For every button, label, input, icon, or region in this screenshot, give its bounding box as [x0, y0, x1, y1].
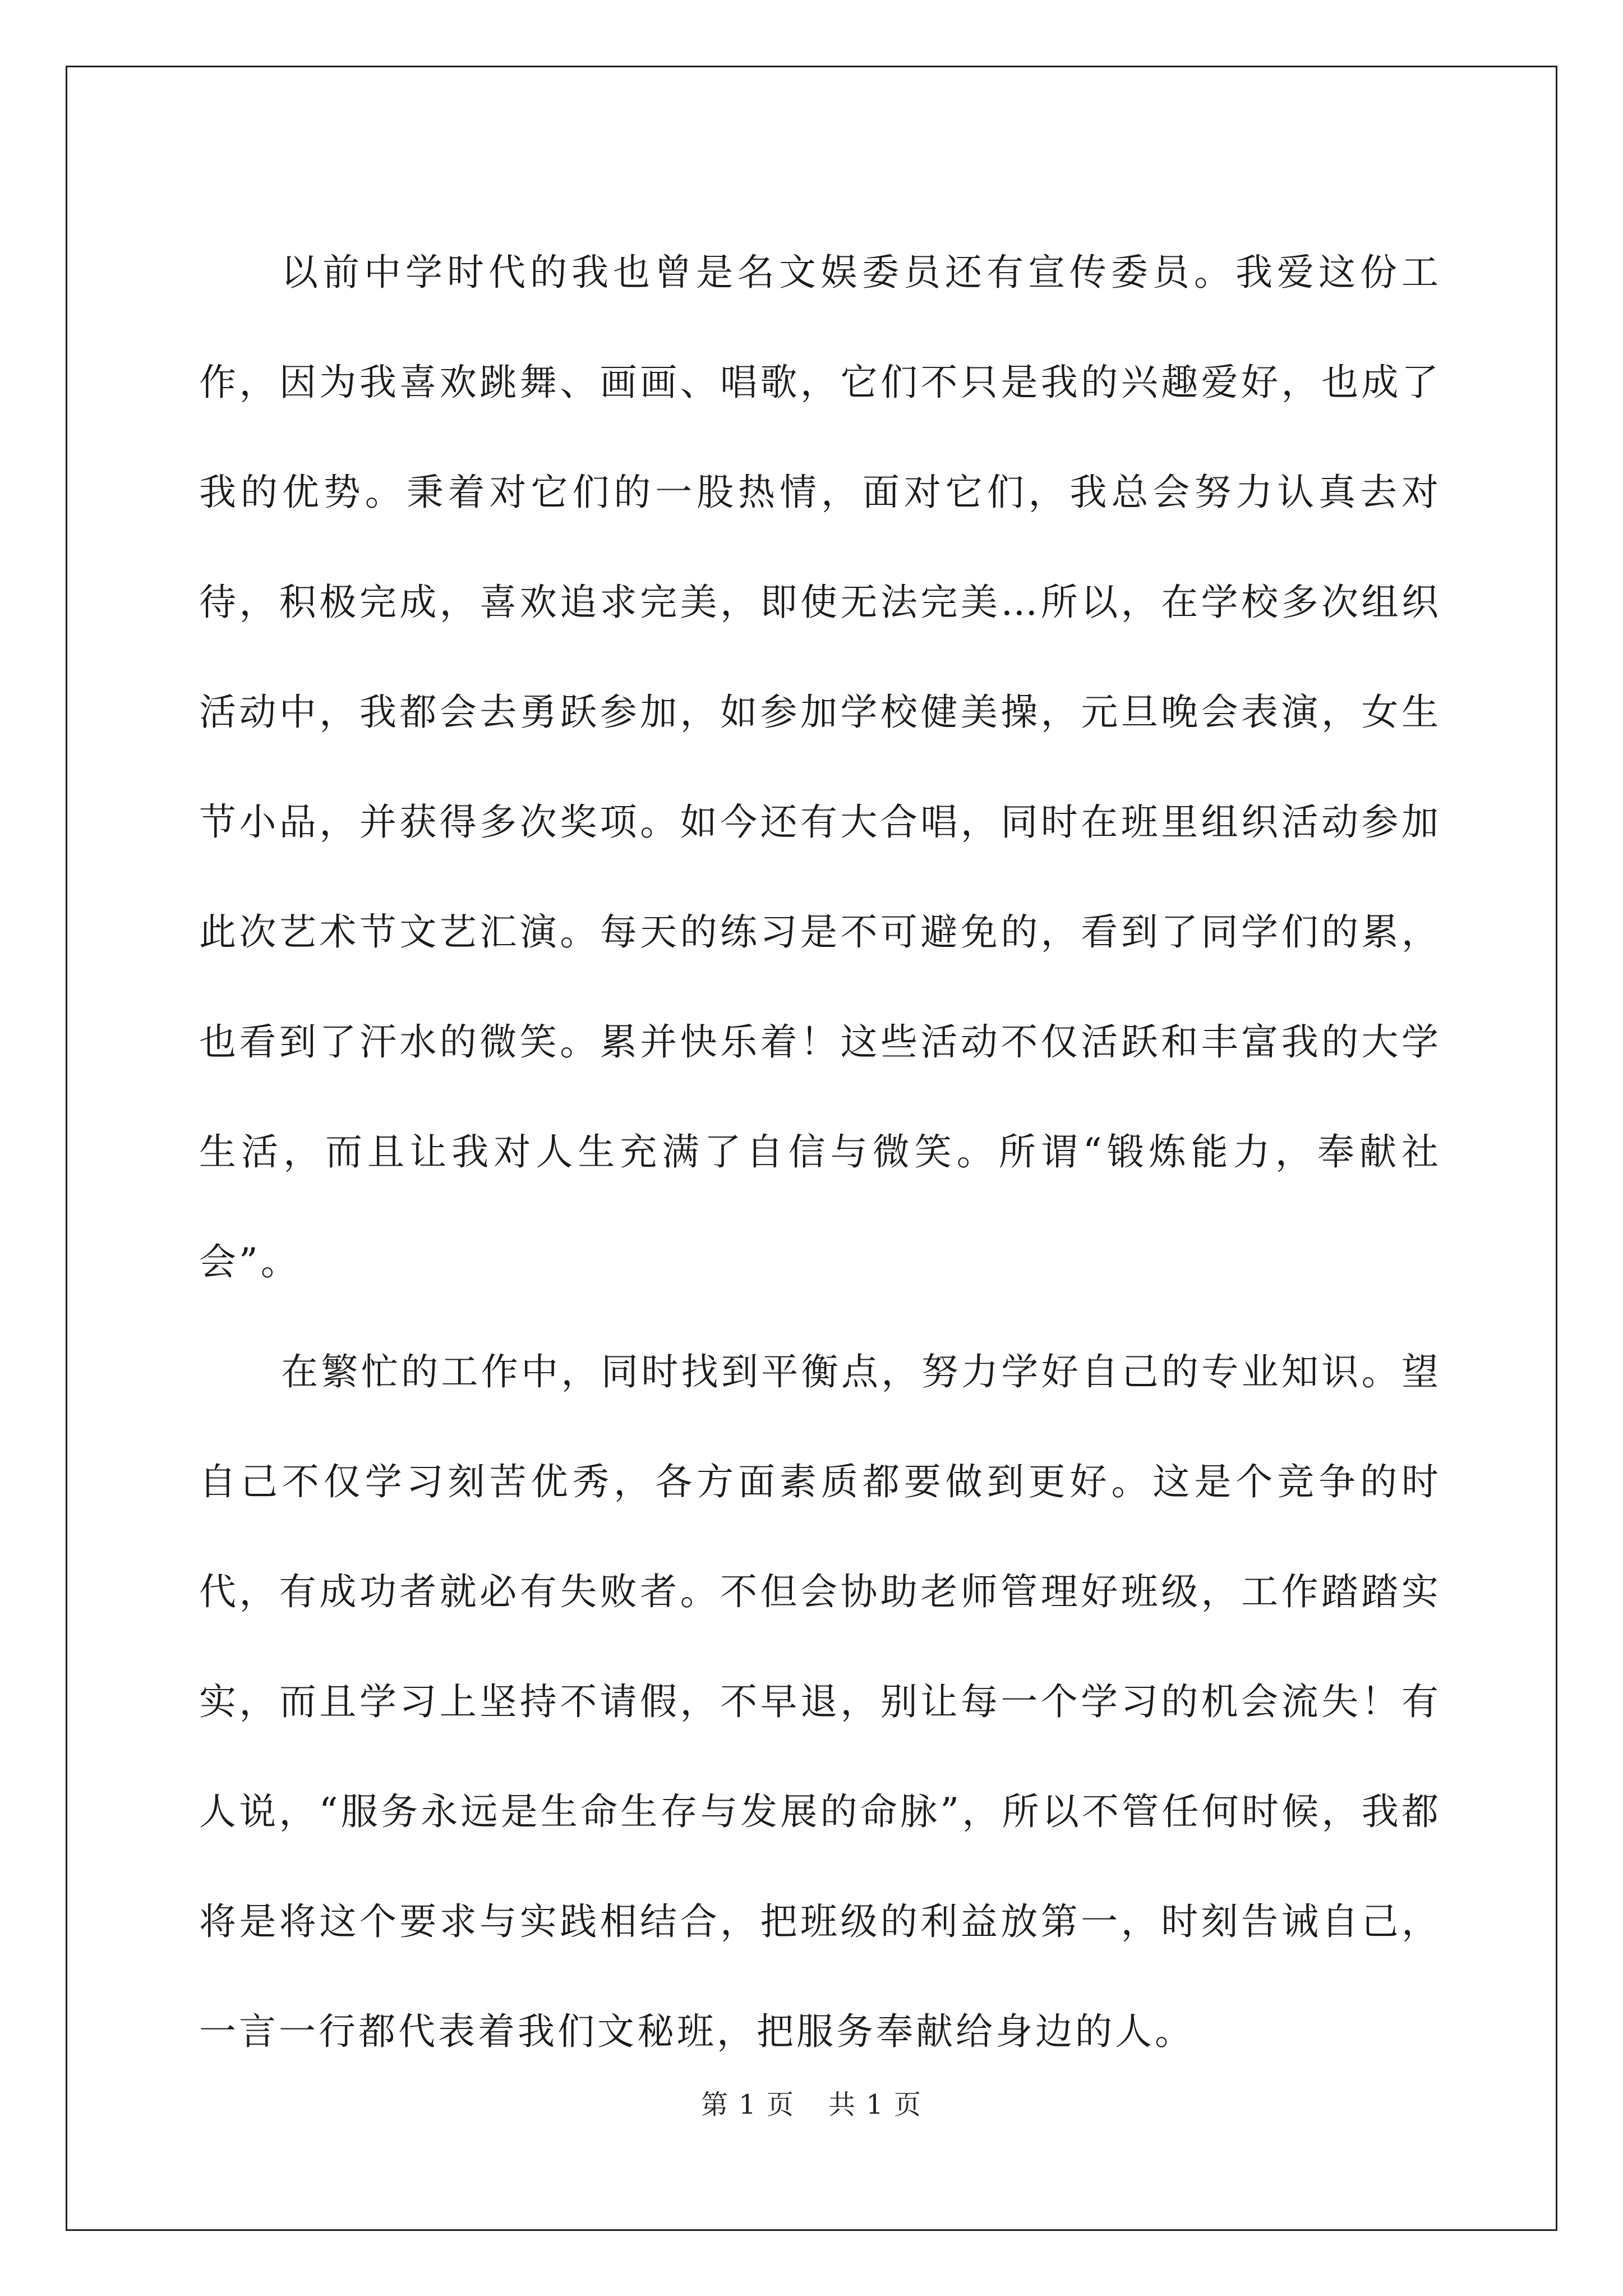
page-total: 共 1 页 — [828, 2089, 923, 2120]
page-footer — [0, 2088, 1623, 2122]
page-number: 第 1 页 — [700, 2089, 795, 2120]
document-body — [199, 218, 1441, 2087]
paragraph-1: 以前中学时代的我也曾是名文娱委员还有宣传委员。我爱这份工作，因为我喜欢跳舞、画画、唱歌，它们不只是我的兴趣爱好，也成了我的优势。秉着对它们的一股热情，面对它们，我总会努力认真去对待，积极完成，喜欢追求完美，即使无法完美…所以，在学校多次组织活动中，我都会去勇跃参加，如参加学校健美操，元旦晚会表演，女生节小品，并获得多次奖项。如今还有大合唱，同时在班里组织活动参加此次艺术节文艺汇演。每天的练习是不可避免的，看到了同学们的累，也看到了汗水的微笑。累并快乐着！这些活动不仅活跃和丰富我的大学生活，而且让我对人生充满了自信与微笑。所谓“锻炼能力，奉献社会”。 — [199, 251, 1441, 1283]
paragraph-2: 在繁忙的工作中，同时找到平衡点，努力学好自己的专业知识。望自己不仅学习刻苦优秀，各方面素质都要做到更好。这是个竞争的时代，有成功者就必有失败者。不但会协助老师管理好班级，工作踏踏实实，而且学习上坚持不请假，不早退，别让每一个学习的机会流失！有人说，“服务永远是生命生存与发展的命脉”，所以不管任何时候，我都将是将这个要求与实践相结合，把班级的利益放第一，时刻告诫自己，一言一行都代表着我们文秘班，把服务奉献给身边的人。 — [199, 1350, 1441, 2053]
